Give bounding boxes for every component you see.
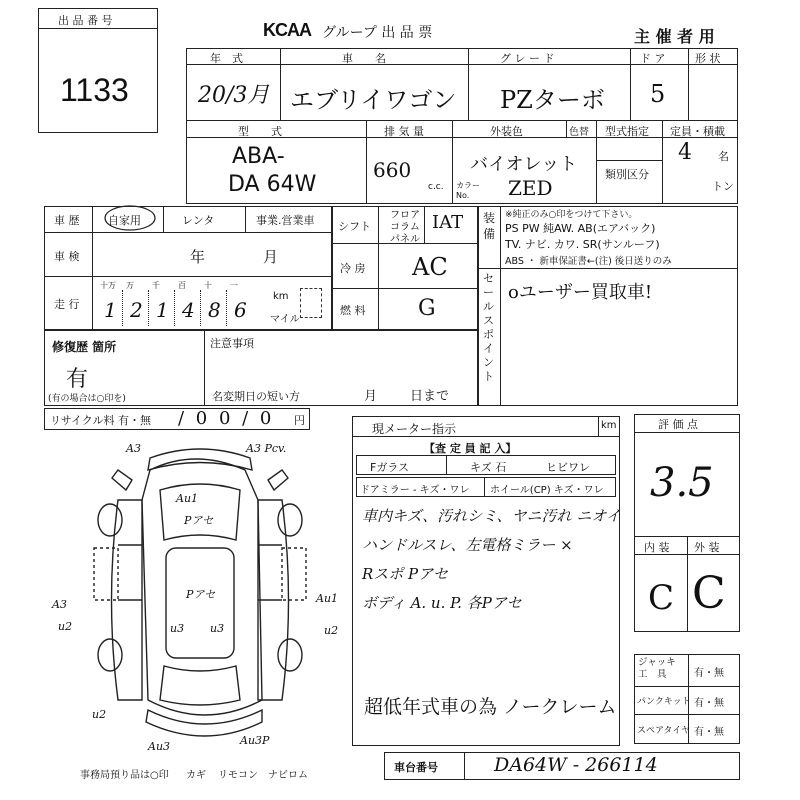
notes-label: 注意事項 — [210, 337, 254, 350]
mileage-digit: 8 — [208, 298, 221, 322]
inspector-remark: ハンドルスレ、左電格ミラー × — [362, 536, 573, 554]
shift-column: コラム — [390, 222, 420, 233]
mileage-digit-label: 百 — [178, 281, 186, 290]
mileage-digit-label: 十 — [204, 281, 212, 290]
puncture-label: パンクキット — [637, 697, 691, 707]
mileage-digit-label: 千 — [152, 281, 160, 290]
repair-label: 修復歴 箇所 — [52, 340, 117, 354]
recycle-value: / 0 0 / 0 — [178, 408, 275, 429]
door-label: ド ア — [640, 52, 666, 65]
damage-mark: u2 — [92, 708, 107, 721]
equipment-line1: PS PW 純AW. AB(エアバック) — [505, 222, 656, 235]
recycle-label: リサイクル料 有・無 — [50, 414, 151, 427]
damage-mark: Pアセ — [184, 514, 214, 527]
shift-value: IAT — [432, 212, 464, 233]
organizer-label: 主 催 者 用 — [634, 27, 715, 46]
capacity-unit: 名 — [718, 150, 729, 163]
damage-mark: Pアセ — [186, 588, 216, 601]
fuel-value: G — [418, 296, 436, 321]
mile-label: マイル — [270, 314, 300, 325]
mileage-digit: 1 — [104, 298, 117, 322]
glass-value: キズ 石 — [470, 461, 507, 474]
kcaa-logo: KCAA — [263, 20, 311, 40]
ton-unit: トン — [712, 180, 734, 193]
model-value-2: DA 64W — [228, 172, 317, 197]
mile-checkbox[interactable] — [300, 288, 322, 318]
damage-mark: A3 — [126, 442, 141, 455]
mileage-digit: 6 — [234, 298, 247, 322]
form-title: グループ 出 品 票 — [322, 25, 433, 41]
mileage-digit: 1 — [156, 298, 169, 322]
inspection-label: 車 検 — [54, 250, 80, 263]
type-designation-label: 型式指定 — [605, 125, 649, 138]
glass-label: Fガラス — [370, 461, 409, 474]
damage-mark: u3 — [210, 622, 225, 635]
equipment-line3: ABS ・ 新車保証書←(注) 後日送りのみ — [505, 256, 672, 267]
door-value: 5 — [650, 80, 666, 108]
exterior-value: C — [692, 568, 726, 619]
footer-navirom: ナビロム — [268, 770, 308, 781]
interior-value: C — [648, 578, 675, 618]
exterior-label: 外 装 — [694, 541, 720, 554]
year-value: 20/3月 — [198, 83, 270, 108]
car-name-value: エブリイワゴン — [290, 86, 457, 114]
shape-label: 形 状 — [695, 52, 721, 65]
damage-mark: Au3P — [240, 734, 270, 747]
shift-label: シフト — [338, 220, 371, 233]
ac-label: 冷 房 — [340, 262, 366, 275]
jack-value: 有・無 — [694, 668, 724, 679]
ac-value: AC — [412, 253, 448, 281]
recycle-unit: 円 — [294, 414, 305, 427]
rename-day: 日まで — [410, 389, 450, 404]
fuel-label: 燃 料 — [340, 304, 366, 317]
inspector-remark: Rスポ Pアセ — [362, 565, 449, 583]
damage-mark: u3 — [170, 622, 185, 635]
history-label: 車 歴 — [54, 214, 80, 227]
shift-panel: パネル — [390, 234, 420, 245]
footer-key: カギ — [186, 770, 206, 781]
color-change-label: 色替 — [569, 127, 589, 138]
spare-label: スペアタイヤ — [637, 726, 691, 736]
model-value-1: ABA- — [232, 144, 285, 169]
capacity-label: 定員・積載 — [670, 125, 725, 138]
displacement-value: 660 — [373, 158, 412, 182]
chassis-label: 車台番号 — [394, 761, 438, 774]
equipment-note: ※純正のみ○印をつけて下さい。 — [505, 210, 638, 220]
mileage-digit: 2 — [130, 298, 143, 322]
shift-floor: フロア — [390, 210, 420, 221]
car-name-label: 車 名 — [342, 52, 386, 65]
exterior-color-label: 外装色 — [490, 125, 523, 138]
cc-unit: c.c. — [428, 182, 444, 192]
damage-mark: Au1 — [316, 592, 339, 605]
footer-remote: リモコン — [218, 770, 258, 781]
sales-point-value: oユーザー買取車! — [508, 282, 653, 303]
lot-label: 出 品 番 号 — [58, 14, 113, 27]
door-mirror-label: ドアミラー - キズ・ワレ — [360, 485, 470, 496]
claim-value: 超低年式車の為 ノークレーム — [364, 696, 617, 718]
damage-mark: u2 — [324, 624, 339, 637]
inspector-title: 【査 定 員 記 入】 — [424, 442, 517, 455]
year-label: 年 式 — [210, 52, 243, 65]
crack-label: ヒビワレ — [546, 461, 590, 474]
inspection-year-unit: 年 — [190, 248, 206, 266]
mileage-digit: 4 — [182, 298, 195, 322]
rename-month: 月 — [364, 389, 378, 404]
km-label: km — [273, 291, 289, 302]
meter-label: 現メーター指示 — [372, 422, 457, 436]
class-label: 類別区分 — [605, 168, 649, 181]
history-rental: レンタ — [182, 214, 215, 227]
equipment-label: 装備 — [483, 211, 496, 241]
exterior-color-value: バイオレット — [470, 154, 578, 175]
spare-value: 有・無 — [694, 727, 724, 738]
score-label: 評 価 点 — [658, 418, 698, 431]
damage-mark: A3 Pcv. — [246, 442, 287, 455]
mileage-digit-label: 万 — [126, 281, 134, 290]
grade-value: PZターボ — [500, 86, 605, 114]
capacity-value: 4 — [678, 140, 692, 165]
mileage-label: 走 行 — [54, 298, 80, 311]
mileage-digit-label: 一 — [230, 281, 238, 290]
history-commercial: 事業.営業車 — [256, 214, 315, 227]
puncture-value: 有・無 — [694, 698, 724, 709]
color-no-value: ZED — [508, 176, 553, 200]
repair-value: 有 — [66, 367, 89, 392]
office-note: 事務局預り品は○印 — [80, 770, 169, 781]
repair-note: (有の場合は○印を) — [48, 394, 126, 404]
wheel-label: ホイール(CP) キズ・ワレ — [490, 485, 604, 496]
score-value: 3.5 — [650, 460, 714, 506]
jack-label: ジャッキ 工 具 — [638, 657, 676, 680]
grade-label: グ レ ー ド — [500, 52, 555, 65]
damage-mark: Au1 — [176, 492, 199, 505]
inspection-month-unit: 月 — [263, 248, 279, 266]
lot-number: 1133 — [60, 72, 129, 108]
damage-mark: u2 — [58, 620, 73, 633]
displacement-label: 排 気 量 — [384, 125, 424, 138]
inspector-remark: ボディ A. u. P. 各Pアセ — [362, 594, 522, 612]
sales-point-label: セールスポイント — [483, 272, 494, 383]
damage-mark: A3 — [52, 598, 67, 611]
rename-label: 名変期日の短い方 — [212, 390, 300, 403]
damage-mark: Au3 — [148, 740, 171, 753]
meter-unit: km — [601, 420, 617, 431]
chassis-value: DA64W - 266114 — [494, 754, 658, 776]
color-no-label: カラー No. — [456, 181, 480, 200]
equipment-line2: TV. ナビ. カワ. SR(サンルーフ) — [505, 238, 660, 251]
inspector-remark: 車内キズ、汚れシミ、ヤニ汚れ ニオイ — [362, 507, 621, 525]
model-label: 型 式 — [238, 125, 282, 138]
mileage-digit-label: 十万 — [100, 281, 116, 290]
interior-label: 内 装 — [644, 541, 670, 554]
history-private: 自家用 — [108, 214, 141, 227]
